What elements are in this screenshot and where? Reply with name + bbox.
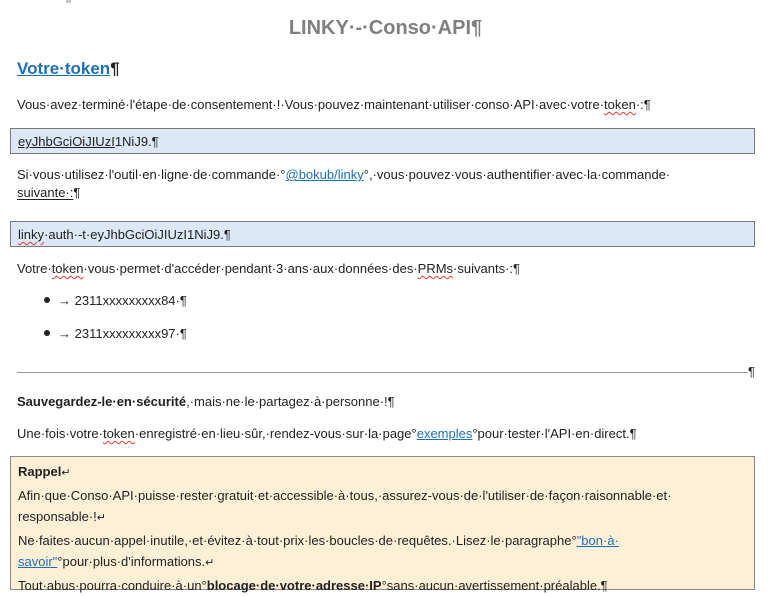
- rappel-line-5-end: °sans·aucun·avertissement·préalable.¶: [381, 577, 608, 593]
- document-title: LINKY·-·Conso·API¶: [288, 17, 483, 39]
- cli-text-2: °,·vous·pouvez·vous·authentifier·avec·la·commande·: [363, 167, 671, 182]
- heading-text: Votre·token: [17, 59, 111, 78]
- list-item: [44, 325, 187, 343]
- prms-text-2: ·vous·permet·d'accéder·pendant·3·ans·aux·données·des·: [83, 261, 418, 276]
- save-paragraph: [17, 393, 754, 411]
- rappel-box: [10, 456, 755, 593]
- exemples-link[interactable]: exemples: [416, 426, 473, 441]
- cli-end: ¶: [73, 185, 81, 200]
- line-break-mark: ↵: [205, 557, 215, 569]
- rappel-title: Rappel: [18, 464, 62, 479]
- prms-word: PRMs: [417, 261, 454, 276]
- examples-paragraph: [17, 425, 754, 443]
- token-rest: 1NiJ9.¶: [114, 134, 159, 149]
- examples-text-2: ·enregistré·en·lieu·sûr,·rendez-vous·sur·la·page°: [134, 426, 417, 441]
- auth-rest: ·auth·-t·eyJhbGciOiJIUzI1NiJ9.¶: [44, 227, 231, 242]
- cli-suivante: suivante·:: [17, 185, 74, 200]
- prms-token-word: token: [51, 261, 84, 276]
- save-bold: Sauvegardez-le·en·sécurité: [17, 394, 187, 409]
- token-underlined: eyJhbGciOiJIUzI: [18, 134, 115, 149]
- intro-token-word: token: [604, 97, 636, 112]
- rappel-bold-ip: blocage·de·votre·adresse·IP: [206, 577, 382, 593]
- intro-end: ·:¶: [635, 97, 651, 112]
- prm-value: → 2311xxxxxxxxx97·¶: [58, 326, 187, 341]
- bon-a-savoir-link[interactable]: "bon·à·: [576, 532, 619, 548]
- rappel-line-4: °pour·plus·d'informations.: [57, 554, 206, 569]
- cli-text: Si·vous·utilisez·l'outil·en·ligne·de·commande·°: [17, 167, 286, 182]
- intro-text: Vous·avez·terminé·l'étape·de·consentement·!·Vous·pouvez·maintenant·utiliser·conso·API·avec·votre·: [17, 97, 605, 112]
- auth-command-box[interactable]: [10, 221, 755, 247]
- auth-linky-word: linky: [18, 227, 45, 242]
- bullet-icon: [44, 297, 50, 303]
- save-rest: ,·mais·ne·le·partagez·à·personne·!¶: [186, 394, 395, 409]
- examples-text: Une·fois·votre·: [17, 426, 103, 441]
- token-box[interactable]: [10, 128, 755, 154]
- hr-pilcrow: ¶: [748, 364, 755, 379]
- bokub-linky-link[interactable]: @bokub/linky: [285, 167, 364, 182]
- prms-paragraph: [17, 260, 754, 278]
- heading-pilcrow: ¶: [110, 59, 120, 78]
- ruler-mark: [66, 0, 71, 3]
- intro-paragraph: [17, 96, 754, 114]
- horizontal-rule: [17, 372, 748, 373]
- prms-end: ·suivants·:¶: [453, 261, 520, 276]
- bon-a-savoir-link-2[interactable]: savoir": [18, 554, 58, 569]
- rappel-line-2: responsable·!: [18, 509, 97, 524]
- examples-token-word: token: [102, 426, 135, 441]
- cli-paragraph: [17, 166, 754, 202]
- line-break-mark: ↵: [61, 467, 71, 479]
- rappel-line-3: Ne·faites·aucun·appel·inutile,·et·évitez·à·tout·prix·les·boucles·de·requêtes.·Lisez·le·paragraphe°: [18, 532, 577, 548]
- rappel-line-5: Tout·abus·pourra·conduire·à·un°: [18, 577, 207, 593]
- list-item: [44, 292, 187, 310]
- line-break-mark: ↵: [96, 512, 106, 524]
- prm-value: → 2311xxxxxxxxx84·¶: [58, 293, 187, 308]
- heading-votre-token: [17, 59, 120, 79]
- examples-end: °pour·tester·l'API·en·direct.¶: [472, 426, 637, 441]
- prms-text: Votre·: [17, 261, 52, 276]
- bullet-icon: [44, 330, 50, 336]
- rappel-line-1: Afin·que·Conso·API·puisse·rester·gratuit·et·accessible·à·tous,·assurez-vous·de·l'utiliser·de·façon·raisonnable·et·: [18, 487, 672, 503]
